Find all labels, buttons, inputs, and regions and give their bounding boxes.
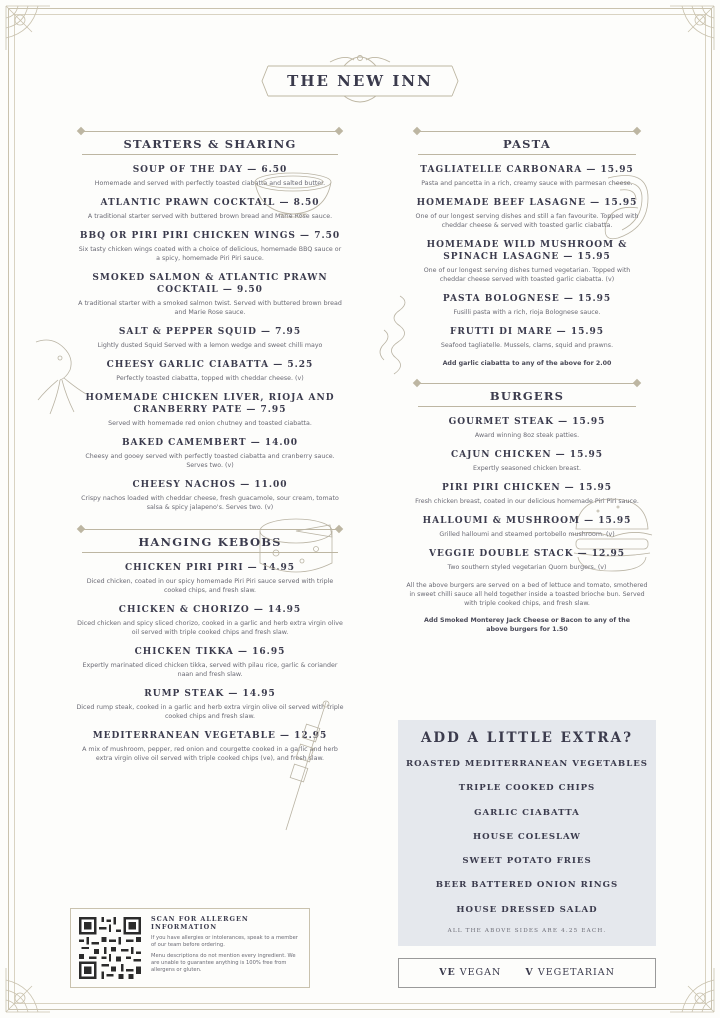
menu-item: PASTA BOLOGNESE — 15.95 Fusilli pasta with a rich, rioja Bolognese sauce.: [442, 294, 612, 316]
extras-item: ROASTED MEDITERRANEAN VEGETABLES: [405, 759, 648, 769]
menu-item: SMOKED SALMON & ATLANTIC PRAWN COCKTAIL — 9.50 A traditional starter with a smoked salmon twist. Served with buttered brown bread and Marie Rose sauce.: [78, 273, 342, 316]
extras-footer: ALL THE ABOVE SIDES ARE 4.25 EACH.: [447, 928, 607, 935]
pasta-addon-note: Add garlic ciabatta to any of the above for 2.00: [442, 360, 612, 367]
menu-item: CHICKEN & CHORIZO — 14.95 Diced chicken and spicy sliced chorizo, cooked in a garlic and herb extra virgin olive oil served with triple cooked chips and fresh slaw.: [77, 605, 343, 636]
vegetarian-label: VEGETARIAN: [537, 967, 615, 978]
menu-item: CHEESY GARLIC CIABATTA — 5.25 Perfectly toasted ciabatta, topped with cheddar cheese. (v): [106, 360, 314, 382]
allergen-title: SCAN FOR ALLERGEN INFORMATION: [151, 915, 249, 931]
section-heading-starters: STARTERS & SHARING: [62, 128, 358, 158]
corner-ornament-icon: [2, 964, 54, 1016]
extras-item: HOUSE COLESLAW: [473, 831, 581, 842]
camembert-icon: [252, 505, 338, 585]
menu-item: CAJUN CHICKEN — 15.95 Expertly seasoned chicken breast.: [450, 450, 603, 472]
section-heading-kebobs: HANGING KEBOBS: [62, 526, 358, 556]
vegan-code: VE: [439, 967, 456, 978]
menu-item: BBQ OR PIRI PIRI CHICKEN WINGS — 7.50 Six tasty chicken wings coated with a choice of delicious, homemade BBQ sauce or a spicy, homemade Piri Piri sauce.: [78, 231, 342, 262]
kebab-skewer-icon: [276, 698, 336, 834]
menu-item: PIRI PIRI CHICKEN — 15.95 Fresh chicken breast, coated in our delicious homemade Piri Piri sauce.: [415, 483, 639, 505]
corner-ornament-icon: [2, 2, 54, 54]
extras-item: SWEET POTATO FRIES: [462, 856, 592, 867]
extras-item: TRIPLE COOKED CHIPS: [458, 783, 596, 794]
menu-item: TAGLIATELLE CARBONARA — 15.95 Pasta and pancetta in a rich, creamy sauce with parmesan cheese.: [420, 165, 634, 187]
menu-item: HALLOUMI & MUSHROOM — 15.95 Grilled halloumi and steamed portobello mushroom. (v): [422, 516, 632, 538]
allergen-text: [151, 915, 303, 978]
vegetarian-code: V: [525, 967, 534, 978]
section-heading-pasta: PASTA: [398, 128, 656, 158]
section-heading-burgers: BURGERS: [398, 380, 656, 410]
menu-item: RUMP STEAK — 14.95 Diced rump steak, cooked in a garlic and herb extra virgin olive oil served with triple cooked chips and fresh slaw.: [76, 689, 344, 720]
extras-panel: [398, 720, 656, 946]
menu-item: CHICKEN TIKKA — 16.95 Expertly marinated diced chicken tikka, served with pilau rice, garlic & coriander naan and fresh slaw.: [82, 647, 338, 678]
vegan-label: VEGAN: [459, 967, 502, 978]
menu-item: HOMEMADE CHICKEN LIVER, RIOJA AND CRANBERRY PATE — 7.95 Served with homemade red onion chutney and toasted ciabatta.: [85, 393, 335, 427]
extras-heading: ADD A LITTLE EXTRA?: [420, 730, 634, 746]
menu-item: VEGGIE DOUBLE STACK — 12.95 Two southern styled vegetarian Quorn burgers. (v): [429, 549, 625, 571]
menu-item: GOURMET STEAK — 15.95 Award winning 8oz steak patties.: [448, 417, 606, 439]
extras-item: BEER BATTERED ONION RINGS: [435, 880, 619, 891]
extras-item: GARLIC CIABATTA: [474, 807, 580, 818]
right-column: [398, 128, 656, 642]
burgers-info: All the above burgers are served on a bed of lettuce and tomato, smothered in sweet chilli sauce all held together inside a toasted brioche bun. Served with triple cooked chips, and fresh slaw.: [406, 582, 648, 607]
title-block: [260, 50, 460, 106]
burgers-addon-note: Add Smoked Monterey Jack Cheese or Bacon to any of the above burgers for 1.50: [423, 617, 631, 633]
dietary-legend: [398, 958, 656, 988]
menu-item: HOMEMADE WILD MUSHROOM & SPINACH LASAGNE — 15.95 One of our longest serving dishes turned vegetarian. Topped with cheddar cheese served with toasted garlic ciabatta. (v): [423, 240, 631, 283]
menu-item: HOMEMADE BEEF LASAGNE — 15.95 One of our longest serving dishes and still a fan favourite. Topped with cheddar cheese & served with toasted garlic ciabatta.: [415, 198, 639, 229]
menu-item: ATLANTIC PRAWN COCKTAIL — 8.50 A traditional starter served with buttered brown bread and Marie Rose sauce.: [87, 198, 333, 220]
soup-bowl-icon: [250, 168, 336, 218]
extras-item: HOUSE DRESSED SALAD: [456, 904, 598, 915]
allergen-paragraph: Menu descriptions do not mention every ingredient. We are unable to guarantee anything is 100% free from allergens or gluten.: [151, 953, 296, 973]
corner-ornament-icon: [666, 964, 718, 1016]
qr-code-icon[interactable]: [79, 917, 141, 979]
burgers-list: [398, 416, 656, 572]
menu-item: CHICKEN PIRI PIRI — 14.95 Diced chicken, coated in our spicy homemade Piri Piri sauce served with triple cooked chips, and fresh slaw.: [86, 563, 334, 594]
menu-item: SALT & PEPPER SQUID — 7.95 Lightly dusted Squid Served with a lemon wedge and sweet chilli mayo: [97, 327, 323, 349]
squid-icon: [30, 334, 92, 418]
menu-item: CHEESY NACHOS — 11.00 Crispy nachos loaded with cheddar cheese, fresh guacamole, sour cream, tomato salsa & spicy jalapeno's. Serves two. (v): [81, 480, 339, 511]
corner-ornament-icon: [666, 2, 718, 54]
allergen-info-box: [70, 908, 310, 988]
allergen-paragraph: If you have allergies or intolerances, speak to a member of our team before ordering.: [151, 935, 298, 948]
page-title: THE NEW INN: [287, 72, 433, 90]
pasta-list: [398, 164, 656, 350]
left-column: [62, 128, 358, 772]
menu-item: FRUTTI DI MARE — 15.95 Seafood tagliatelle. Mussels, clams, squid and prawns.: [440, 327, 614, 349]
menu-item: MEDITERRANEAN VEGETABLE — 12.95 A mix of mushroom, pepper, red onion and courgette cooked in a garlic and herb extra virgin olive oil served with triple cooked chips (ve), and fresh slaw.: [82, 731, 338, 762]
menu-item: BAKED CAMEMBERT — 14.00 Cheesy and gooey served with perfectly toasted ciabatta and cranberry sauce. Serves two. (v): [85, 438, 335, 469]
menu-item: SOUP OF THE DAY — 6.50 Homemade and served with perfectly toasted ciabatta and salted butter.: [94, 165, 326, 187]
